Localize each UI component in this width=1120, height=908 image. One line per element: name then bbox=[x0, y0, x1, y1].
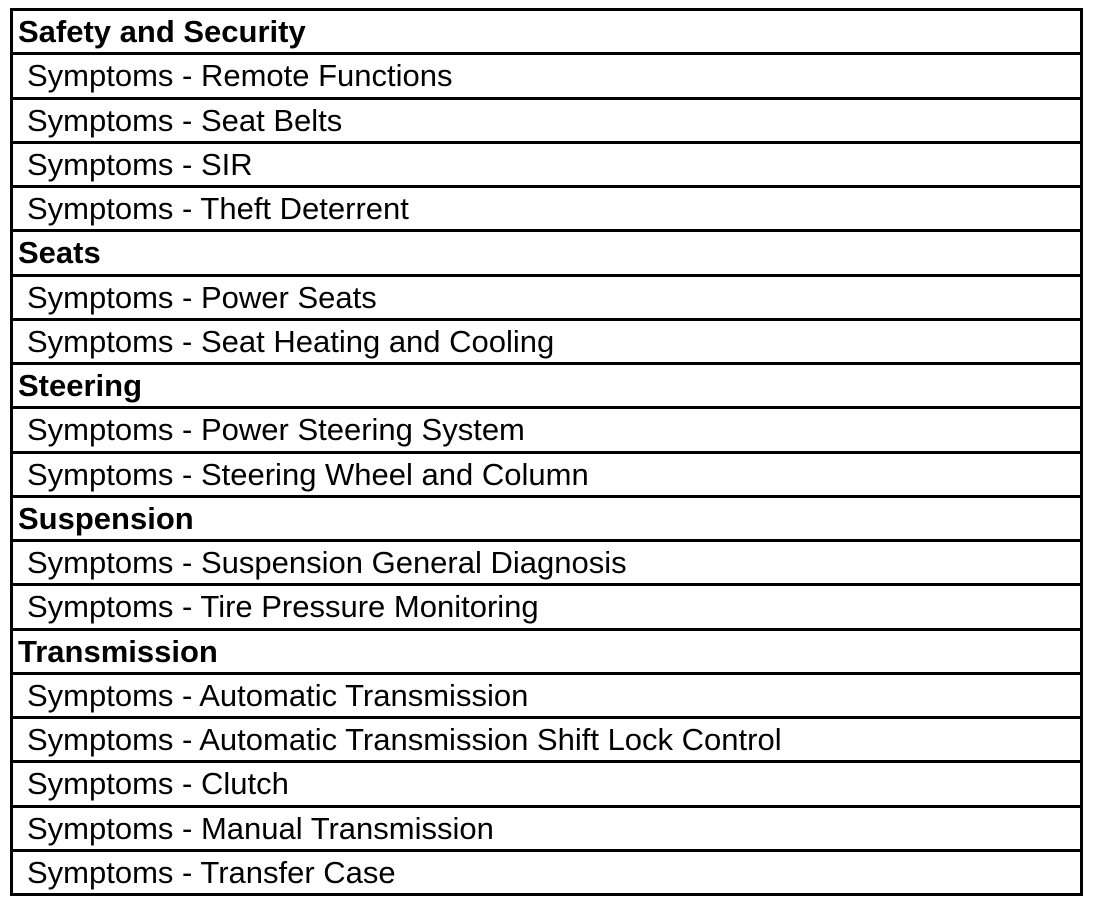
list-item-power-seats[interactable]: Symptoms - Power Seats bbox=[13, 277, 1080, 321]
section-header-suspension: Suspension bbox=[13, 498, 1080, 542]
list-item-transfer-case[interactable]: Symptoms - Transfer Case bbox=[27, 854, 396, 890]
list-item-tire-pressure-monitoring[interactable]: Symptoms - Tire Pressure Monitoring bbox=[13, 586, 1080, 630]
list-item-seat-heating-and-cooling[interactable]: Symptoms - Seat Heating and Cooling bbox=[13, 321, 1080, 365]
list-item-automatic-transmission-shift-lock-control[interactable]: Symptoms - Automatic Transmission Shift Lock Control bbox=[13, 719, 1080, 763]
list-item-automatic-transmission[interactable]: Symptoms - Automatic Transmission bbox=[13, 675, 1080, 719]
list-item-power-steering-system[interactable]: Symptoms - Power Steering System bbox=[13, 409, 1080, 453]
list-item-steering-wheel-and-column[interactable]: Symptoms - Steering Wheel and Column bbox=[13, 454, 1080, 498]
section-header-transmission: Transmission bbox=[13, 631, 1080, 675]
section-header-steering: Steering bbox=[13, 365, 1080, 409]
list-item-theft-deterrent[interactable]: Symptoms - Theft Deterrent bbox=[13, 188, 1080, 232]
symptoms-index-table bbox=[10, 8, 1083, 896]
list-item-remote-functions[interactable]: Symptoms - Remote Functions bbox=[13, 55, 1080, 99]
section-header-seats: Seats bbox=[13, 232, 1080, 276]
section-header-safety-and-security: Safety and Security bbox=[13, 11, 1080, 55]
list-item-clutch[interactable]: Symptoms - Clutch bbox=[13, 763, 1080, 807]
list-item-suspension-general-diagnosis[interactable]: Symptoms - Suspension General Diagnosis bbox=[13, 542, 1080, 586]
list-item-sir[interactable]: Symptoms - SIR bbox=[13, 144, 1080, 188]
list-item-seat-belts[interactable]: Symptoms - Seat Belts bbox=[13, 100, 1080, 144]
list-item-manual-transmission[interactable]: Symptoms - Manual Transmission bbox=[13, 808, 1080, 852]
